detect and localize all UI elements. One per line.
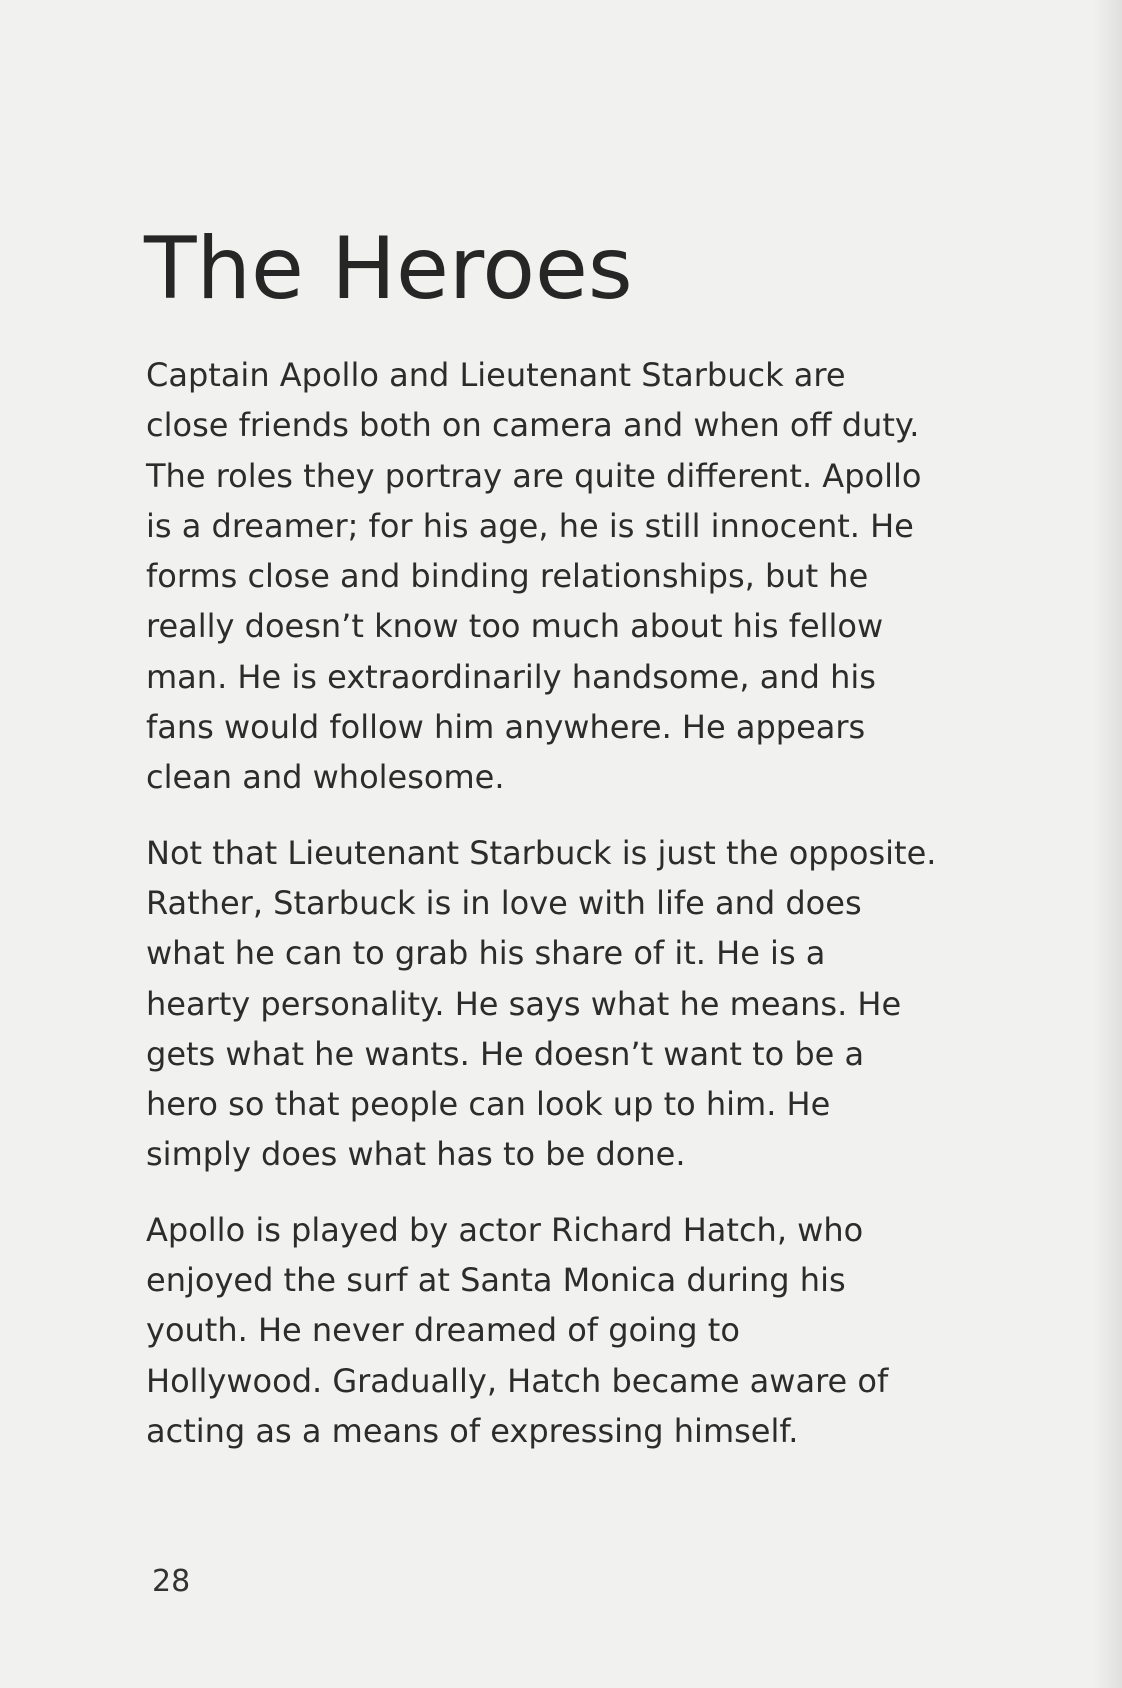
text-line: gets what he wants. He doesn’t want to be a — [146, 1034, 865, 1073]
text-line: forms close and binding relationships, but he — [146, 557, 869, 596]
text-line: hearty personality. He says what he means. He — [146, 984, 902, 1023]
text-line: The roles they portray are quite different. Apollo — [146, 456, 922, 495]
paragraph-3 — [146, 1205, 1026, 1456]
text-line: acting as a means of expressing himself. — [146, 1411, 799, 1450]
text-line: simply does what has to be done. — [146, 1135, 686, 1174]
text-line: what he can to grab his share of it. He is a — [146, 934, 826, 973]
text-line: is a dreamer; for his age, he is still innocent. He — [146, 506, 914, 545]
paragraph-1 — [146, 350, 1026, 803]
text-line: Hollywood. Gradually, Hatch became aware of — [146, 1361, 889, 1400]
text-line: fans would follow him anywhere. He appears — [146, 708, 866, 747]
text-line: Not that Lieutenant Starbuck is just the opposite. — [146, 833, 937, 872]
text-line: Captain Apollo and Lieutenant Starbuck are — [146, 356, 846, 394]
text-line: Apollo is played by actor Richard Hatch, who — [146, 1210, 864, 1249]
text-line: enjoyed the surf at Santa Monica during his — [146, 1261, 846, 1300]
paragraph-2 — [146, 828, 1026, 1180]
text-line: really doesn’t know too much about his fellow — [146, 607, 884, 646]
text-line: youth. He never dreamed of going to — [146, 1311, 740, 1350]
text-line: man. He is extraordinarily handsome, and his — [146, 657, 876, 696]
text-line: clean and wholesome. — [146, 758, 505, 797]
text-line: close friends both on camera and when off duty. — [146, 406, 920, 445]
text-line: Rather, Starbuck is in love with life and does — [146, 883, 862, 922]
page-number: 28 — [152, 1564, 191, 1599]
body-text — [146, 350, 1026, 1481]
text-line: hero so that people can look up to him. He — [146, 1085, 831, 1124]
page-edge-shadow — [1092, 0, 1122, 1688]
chapter-title: The Heroes — [144, 219, 633, 319]
